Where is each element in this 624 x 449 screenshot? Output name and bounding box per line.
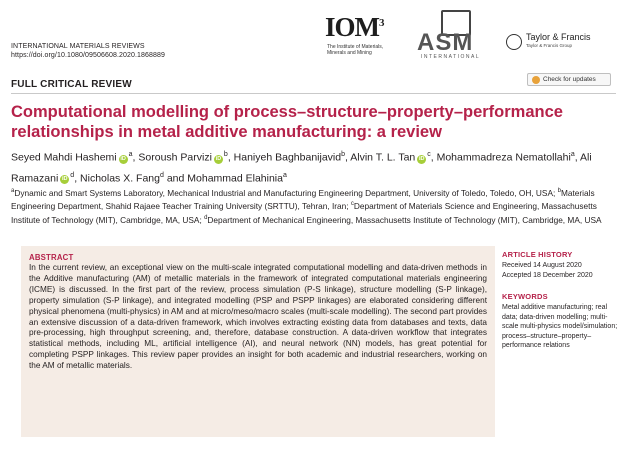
crossmark-icon	[532, 76, 540, 84]
author-affiliation-mark: d	[160, 171, 164, 179]
asm-international-logo: ASM INTERNATIONAL	[417, 8, 497, 60]
author-affiliation-mark: a	[570, 151, 575, 158]
orcid-icon[interactable]: iD	[120, 155, 126, 162]
affiliation-text: Department of Materials Science and Engineering, Massachusetts Institute of Technology (MIT), Cambridge, MA, USA;	[11, 201, 597, 225]
author-affiliation-mark: c	[427, 151, 431, 158]
author-affiliation-mark: d	[70, 171, 75, 179]
article-sidebar	[502, 250, 618, 351]
author-affiliation-mark: b	[223, 151, 228, 158]
abstract-heading: ABSTRACT	[29, 253, 74, 262]
author-affiliation-mark: b	[341, 151, 345, 158]
check-for-updates-label: Check for updates	[543, 76, 596, 83]
abstract-text: In the current review, an exceptional view on the multi-scale integrated computational modelling and data-driven methods in the Additive manufacturing (AM) of metallic materials in the framework of integrated computational materials engineering (ICME) is discussed. In the first part of the review, process simulation (P-S linkage), structure modelling (S-P linkage), property simulation (S-P linkage), and integrated modelling (PSP and PSPP linkages) are elaborated considering different physical phenomena (multi-physics) in AM and at micro/meso/macro scales (multi-scale modelling). The second part provides an extensive discussion of a data-driven framework, which involves extracting existing data from databases and texts, data pre-processing, high throughput screening, and, therefore, database construction. A data-driven workflow that integrates statistical methods, including ML, artificial intelligence (AI), and neural network (NN) models, has great potential for completing PSPP linkages. This review paper provides an insight for both academic and industrial researchers, working on the AM of metallic materials.	[29, 263, 487, 371]
author-name: Mohammad Elahinia	[187, 172, 283, 184]
affiliation-key: a	[11, 188, 15, 194]
orcid-icon[interactable]: iD	[419, 155, 425, 162]
affiliation-key: b	[557, 188, 561, 194]
check-for-updates-button[interactable]	[527, 73, 611, 86]
taylor-francis-emblem-icon	[506, 34, 522, 50]
keywords-heading: KEYWORDS	[502, 292, 548, 301]
journal-name: INTERNATIONAL MATERIALS REVIEWS	[11, 43, 145, 50]
author-name: Soroush Parvizi	[138, 151, 212, 164]
author-name: Haniyeh Baghbanijavid	[233, 151, 342, 164]
iom3-logo: IOM$^3$ The Institute of Materials, Minerals and Mining	[325, 12, 384, 56]
doi-link[interactable]: https://doi.org/10.1080/09506608.2020.1868889	[11, 52, 165, 59]
affiliation-text: Materials Engineering Department, Shahid Rajaee Teacher Training University (SRTTU), Tehran, Iran;	[11, 187, 595, 212]
author-name: Seyed Mahdi Hashemi	[11, 151, 117, 164]
keywords-text: Metal additive manufacturing; real data; data-driven modelling; multi-scale multi-physics model/simulation; process–structure–property–performance relations	[502, 304, 618, 349]
affiliations	[11, 186, 616, 226]
author-list: Seyed Mahdi Hashemi $iD^a$, Soroush Parvizi $iD^b$, Haniyeh Baghbanijavid$^b$, Alvin T. L. Tan $iD^c$, Mohammadreza Nematollahi$^a$, Ali Ramazani $iD^d$, Nicholas X. Fang$^d$ and Mohammad Elahinia$^a$	[11, 151, 592, 184]
author-name: Nicholas X. Fang	[80, 172, 160, 184]
journal-header	[11, 42, 165, 60]
divider	[11, 93, 616, 94]
affiliation-text: Dynamic and Smart Systems Laboratory, Mechanical Industrial and Manufacturing Engineering Department, University of Toledo, Toledo, OH, USA;	[14, 187, 556, 198]
abstract-box	[21, 246, 495, 437]
affiliation-key: c	[350, 201, 354, 208]
author-affiliation-mark: a	[128, 151, 133, 158]
orcid-icon[interactable]: iD	[215, 155, 222, 162]
author-name: Ali Ramazani	[11, 151, 592, 184]
received-date: Received 14 August 2020	[502, 262, 582, 269]
taylor-francis-logo: Taylor & Francis Taylor & Francis Group	[506, 32, 621, 60]
orcid-icon[interactable]: iD	[62, 176, 68, 182]
publisher-logos	[325, 8, 620, 60]
affiliation-text: Department of Mechanical Engineering, Massachusetts Institute of Technology (MIT), Cambridge, MA, USA	[207, 214, 602, 225]
author-affiliation-mark: a	[282, 171, 287, 179]
history-heading: ARTICLE HISTORY	[502, 250, 573, 259]
author-name: Mohammadreza Nematollahi	[436, 151, 571, 164]
accepted-date: Accepted 18 December 2020	[502, 271, 593, 279]
section-label: FULL CRITICAL REVIEW	[11, 79, 132, 90]
affiliation-key: d	[204, 214, 208, 221]
article-title: Computational modelling of process–structure–property–performance relationships in metal additive manufacturing: a review	[11, 103, 563, 141]
author-name: Alvin T. L. Tan	[350, 151, 416, 164]
